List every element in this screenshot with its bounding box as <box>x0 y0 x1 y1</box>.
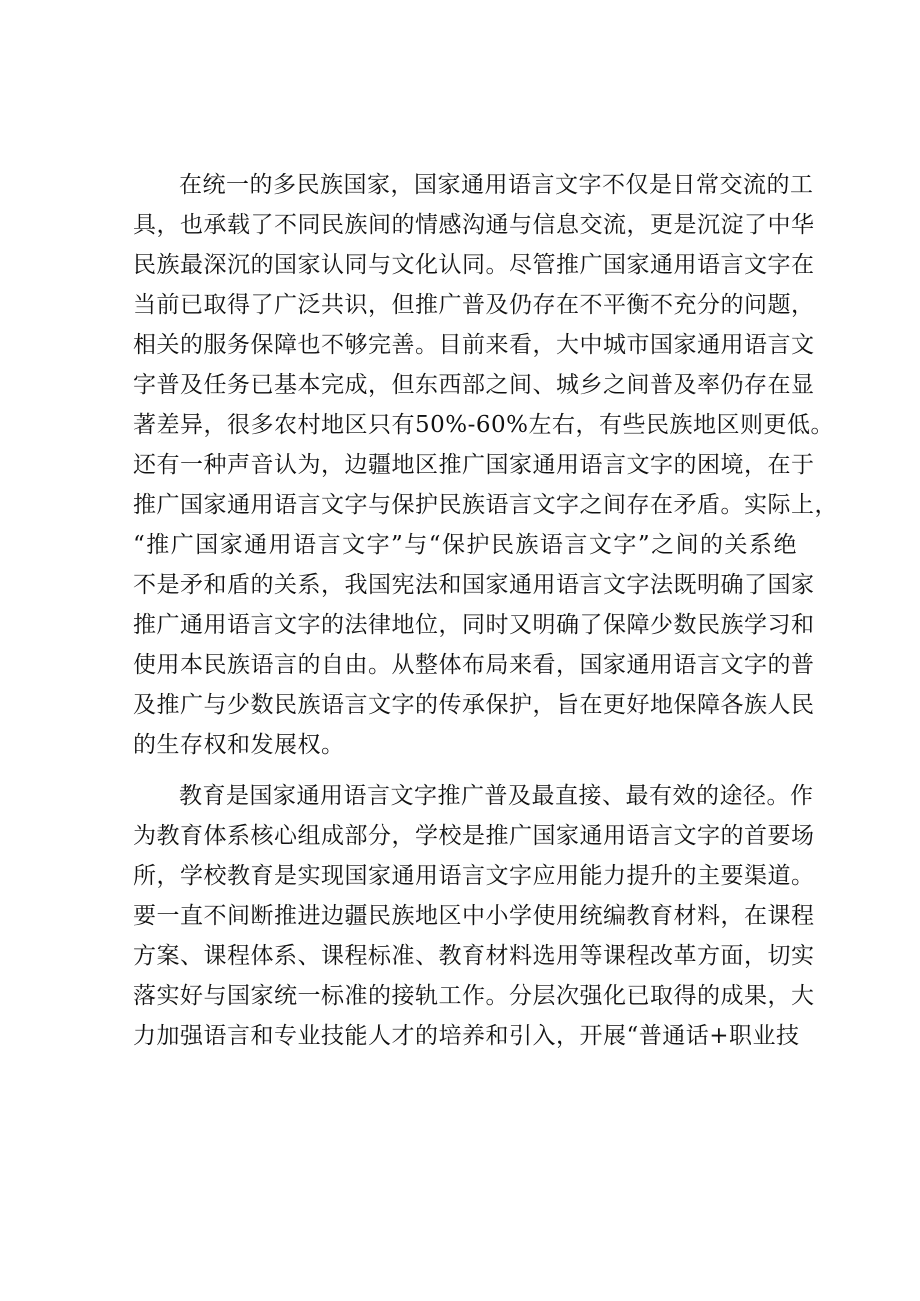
text-line: 不是矛和盾的关系，我国宪法和国家通用语言文字法既明确了国家 <box>133 572 815 598</box>
text-line: 字普及任务已基本完成，但东西部之间、城乡之间普及率仍存在显 <box>133 372 815 398</box>
paragraph-gap <box>133 765 797 776</box>
text-line: 相关的服务保障也不够完善。目前来看，大中城市国家通用语言文 <box>133 332 815 358</box>
text-line: 推广通用语言文字的法律地位，同时又明确了保障少数民族学习和 <box>133 612 815 638</box>
text-line: 落实好与国家统一标准的接轨工作。分层次强化已取得的成果，大 <box>133 983 815 1009</box>
text-line: 为教育体系核心组成部分，学校是推广国家通用语言文字的首要场 <box>133 823 815 849</box>
text-line: 民族最深沉的国家认同与文化认同。尽管推广国家通用语言文字在 <box>133 252 815 278</box>
text-line: 所，学校教育是实现国家通用语言文字应用能力提升的主要渠道。 <box>133 863 815 889</box>
text-line: 力加强语言和专业技能人才的培养和引入，开展“普通话+职业技 <box>133 1023 800 1049</box>
paragraph-2 <box>133 776 815 1056</box>
text-line: 要一直不间断推进边疆民族地区中小学使用统编教育材料，在课程 <box>133 903 815 929</box>
text-line: 还有一种声音认为，边疆地区推广国家通用语言文字的困境，在于 <box>133 452 815 478</box>
text-line: 推广国家通用语言文字与保护民族语言文字之间存在矛盾。实际上， <box>133 492 838 518</box>
text-line: 方案、课程体系、课程标准、教育材料选用等课程改革方面，切实 <box>133 943 815 969</box>
text-line: 当前已取得了广泛共识，但推广普及仍存在不平衡不充分的问题， <box>133 292 815 318</box>
text-line: 在统一的多民族国家，国家通用语言文字不仅是日常交流的工 <box>179 172 814 198</box>
text-line: 的生存权和发展权。 <box>133 732 345 758</box>
text-line: “推广国家通用语言文字”与“保护民族语言文字”之间的关系绝 <box>133 532 797 558</box>
document-body <box>133 165 838 1056</box>
text-line: 使用本民族语言的自由。从整体布局来看，国家通用语言文字的普 <box>133 652 815 678</box>
text-line: 教育是国家通用语言文字推广普及最直接、最有效的途径。作 <box>179 783 814 809</box>
text-line: 著差异，很多农村地区只有50%-60%左右，有些民族地区则更低。 <box>133 412 835 438</box>
paragraph-1 <box>133 165 838 765</box>
text-line: 及推广与少数民族语言文字的传承保护，旨在更好地保障各族人民 <box>133 692 815 718</box>
text-line: 具，也承载了不同民族间的情感沟通与信息交流，更是沉淀了中华 <box>133 212 815 238</box>
